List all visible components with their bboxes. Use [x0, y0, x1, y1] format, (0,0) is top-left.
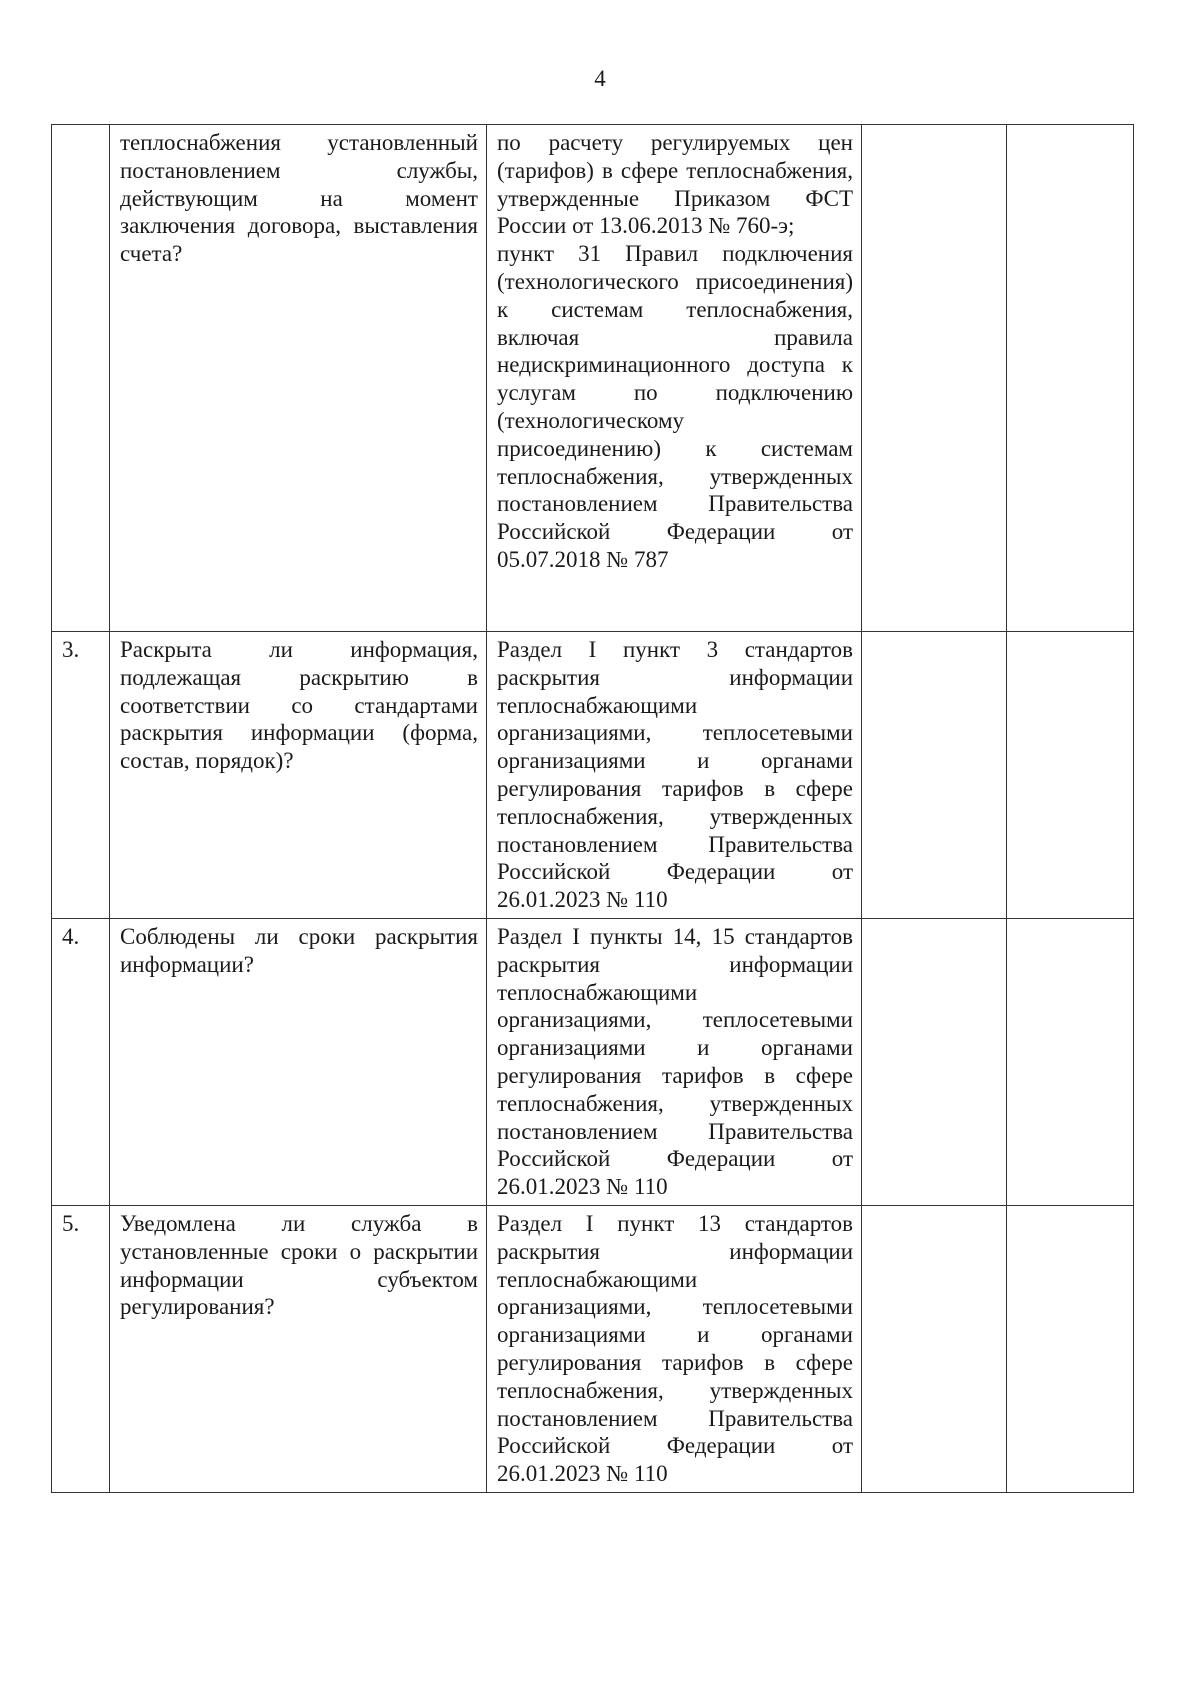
note-cell: [1007, 1205, 1134, 1492]
reference-cell: [487, 125, 862, 632]
reference-paragraph: Раздел I пункт 3 стандартов раскрытия информации теплоснабжающими организациями, теплосетевыми организациями и органами регулирования тарифов в сфере теплоснабжения, утвержденных постановлением Правительства Российской Федерации от 26.01.2023 № 110: [497, 637, 853, 913]
answer-cell: [862, 918, 1007, 1205]
reference-paragraph: Раздел I пункт 13 стандартов раскрытия информации теплоснабжающими организациями, теплосетевыми организациями и органами регулирования тарифов в сфере теплоснабжения, утвержденных постановлением Правительства Российской Федерации от 26.01.2023 № 110: [497, 1210, 853, 1487]
note-cell: [1007, 125, 1134, 632]
question-cell: Соблюдены ли сроки раскрытия информации?: [110, 918, 487, 1205]
table-row: [52, 1205, 1134, 1492]
table-row: [52, 632, 1134, 919]
answer-cell: [862, 1205, 1007, 1492]
table-row: [52, 125, 1134, 632]
question-cell: Раскрыта ли информация, подлежащая раскрытию в соответствии со стандартами раскрытия информации (форма, состав, порядок)?: [110, 632, 487, 919]
answer-cell: [862, 125, 1007, 632]
row-number: 4.: [52, 918, 110, 1205]
note-cell: [1007, 632, 1134, 919]
row-number: [52, 125, 110, 632]
row-number: 5.: [52, 1205, 110, 1492]
question-cell: теплоснабжения установленный постановлением службы, действующим на момент заключения договора, выставления счета?: [110, 125, 487, 632]
checklist-table: [51, 124, 1134, 1493]
reference-cell: [487, 632, 862, 919]
question-cell: Уведомлена ли служба в установленные сроки о раскрытии информации субъектом регулирования?: [110, 1205, 487, 1492]
reference-cell: [487, 918, 862, 1205]
reference-paragraph: пункт 31 Правил подключения (технологического присоединения) к системам теплоснабжения, включая правила недискриминационного доступа к услугам по подключению (технологическому присоединению) к системам теплоснабжения, утвержденных постановлением Правительства Российской Федерации от 05.07.2018 № 787: [497, 241, 853, 572]
page-number: 4: [594, 66, 606, 91]
reference-cell: [487, 1205, 862, 1492]
row-number: 3.: [52, 632, 110, 919]
table-row: [52, 918, 1134, 1205]
note-cell: [1007, 918, 1134, 1205]
reference-paragraph: по расчету регулируемых цен (тарифов) в сфере теплоснабжения, утвержденные Приказом ФСТ России от 13.06.2013 № 760-э;: [497, 130, 853, 239]
answer-cell: [862, 632, 1007, 919]
reference-paragraph: Раздел I пункты 14, 15 стандартов раскрытия информации теплоснабжающими организациями, теплосетевыми организациями и органами регулирования тарифов в сфере теплоснабжения, утвержденных постановлением Правительства Российской Федерации от 26.01.2023 № 110: [497, 923, 853, 1200]
